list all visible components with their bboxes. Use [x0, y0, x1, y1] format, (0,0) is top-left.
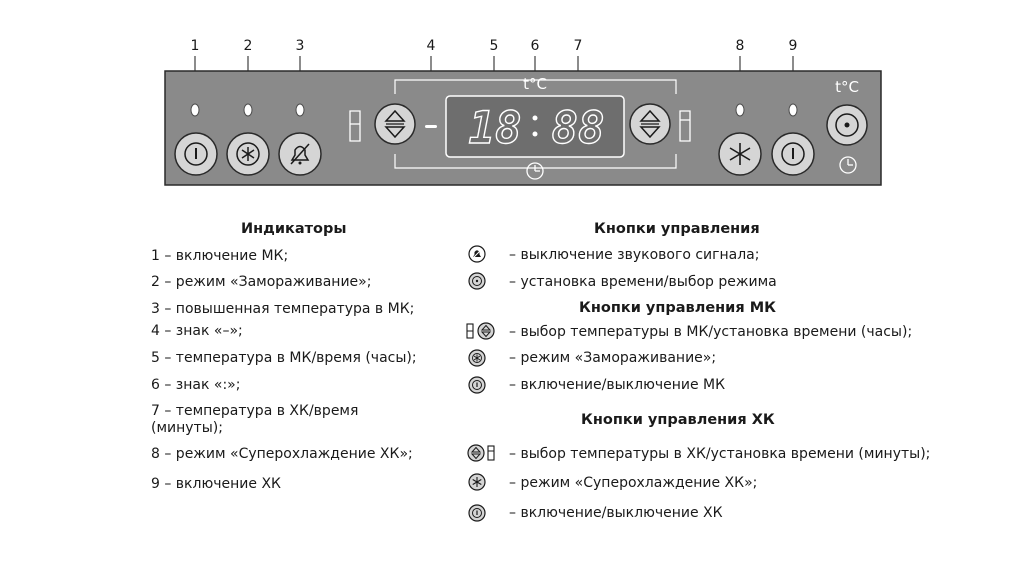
freeze-icon [468, 349, 486, 367]
xk-temp-select-icon [466, 444, 496, 462]
control-item-time-mode: – установка времени/выбор режима [509, 274, 777, 290]
xk-control-item-temp: – выбор температуры в ХК/установка времени (минуты); [509, 446, 931, 462]
control-item-alarm-off: – выключение звукового сигнала; [509, 247, 760, 263]
power-icon [468, 504, 486, 522]
mk-control-item-freeze: – режим «Замораживание»; [509, 350, 717, 366]
supercool-icon [468, 473, 486, 491]
xk-power-button[interactable] [772, 133, 814, 175]
indicator-led-9 [789, 104, 797, 116]
indicator-item-5: 5 – температура в МК/время (часы); [151, 350, 417, 366]
alarm-off-button[interactable] [279, 133, 321, 175]
mk-controls-title: Кнопки управления МК [579, 300, 776, 316]
indicator-item-6: 6 – знак «:»; [151, 377, 241, 393]
display-unit-label: t°C [523, 75, 547, 93]
mk-temp-updown-button[interactable] [375, 104, 415, 144]
indicator-led-3 [296, 104, 304, 116]
indicator-item-4: 4 – знак «–»; [151, 323, 243, 339]
callout-3: 3 [295, 38, 305, 54]
right-unit-label: t°C [835, 78, 859, 96]
display-digits-minutes: 88 [551, 103, 605, 154]
xk-controls-title: Кнопки управления ХК [581, 412, 775, 428]
xk-control-item-supercool: – режим «Суперохлаждение ХК»; [509, 475, 758, 491]
callout-2: 2 [243, 38, 253, 54]
callout-5: 5 [489, 38, 499, 54]
alarm-off-icon [468, 245, 486, 263]
indicator-item-7: 7 – температура в ХК/время (минуты); [151, 403, 359, 436]
indicator-item-8: 8 – режим «Суперохлаждение ХК»; [151, 446, 413, 462]
mk-control-item-temp: – выбор температуры в МК/установка времени (часы); [509, 324, 913, 340]
indicator-led-2 [244, 104, 252, 116]
callout-1: 1 [190, 38, 200, 54]
indicator-led-8 [736, 104, 744, 116]
minus-sign-indicator [425, 125, 437, 128]
time-mode-button[interactable] [827, 105, 867, 145]
callout-6: 6 [530, 38, 540, 54]
indicator-item-1: 1 – включение МК; [151, 248, 289, 264]
indicators-title: Индикаторы [241, 221, 347, 237]
display-digits-hours: 18 [468, 103, 522, 154]
callout-7: 7 [573, 38, 583, 54]
xk-control-item-power: – включение/выключение ХК [509, 505, 723, 521]
mk-power-button[interactable] [175, 133, 217, 175]
power-icon [468, 376, 486, 394]
callout-8: 8 [735, 38, 745, 54]
freeze-button[interactable] [227, 133, 269, 175]
time-mode-icon [468, 272, 486, 290]
xk-temp-updown-button[interactable] [630, 104, 670, 144]
callout-9: 9 [788, 38, 798, 54]
indicator-item-9: 9 – включение ХК [151, 476, 281, 492]
supercool-button[interactable] [719, 133, 761, 175]
callout-4: 4 [426, 38, 436, 54]
indicator-item-2: 2 – режим «Замораживание»; [151, 274, 372, 290]
controls-title: Кнопки управления [594, 221, 760, 237]
indicator-item-3: 3 – повышенная температура в МК; [151, 301, 415, 317]
mk-control-item-power: – включение/выключение МК [509, 377, 726, 393]
mk-temp-select-icon [466, 322, 496, 340]
control-panel-diagram [0, 0, 1032, 200]
indicator-led-1 [191, 104, 199, 116]
